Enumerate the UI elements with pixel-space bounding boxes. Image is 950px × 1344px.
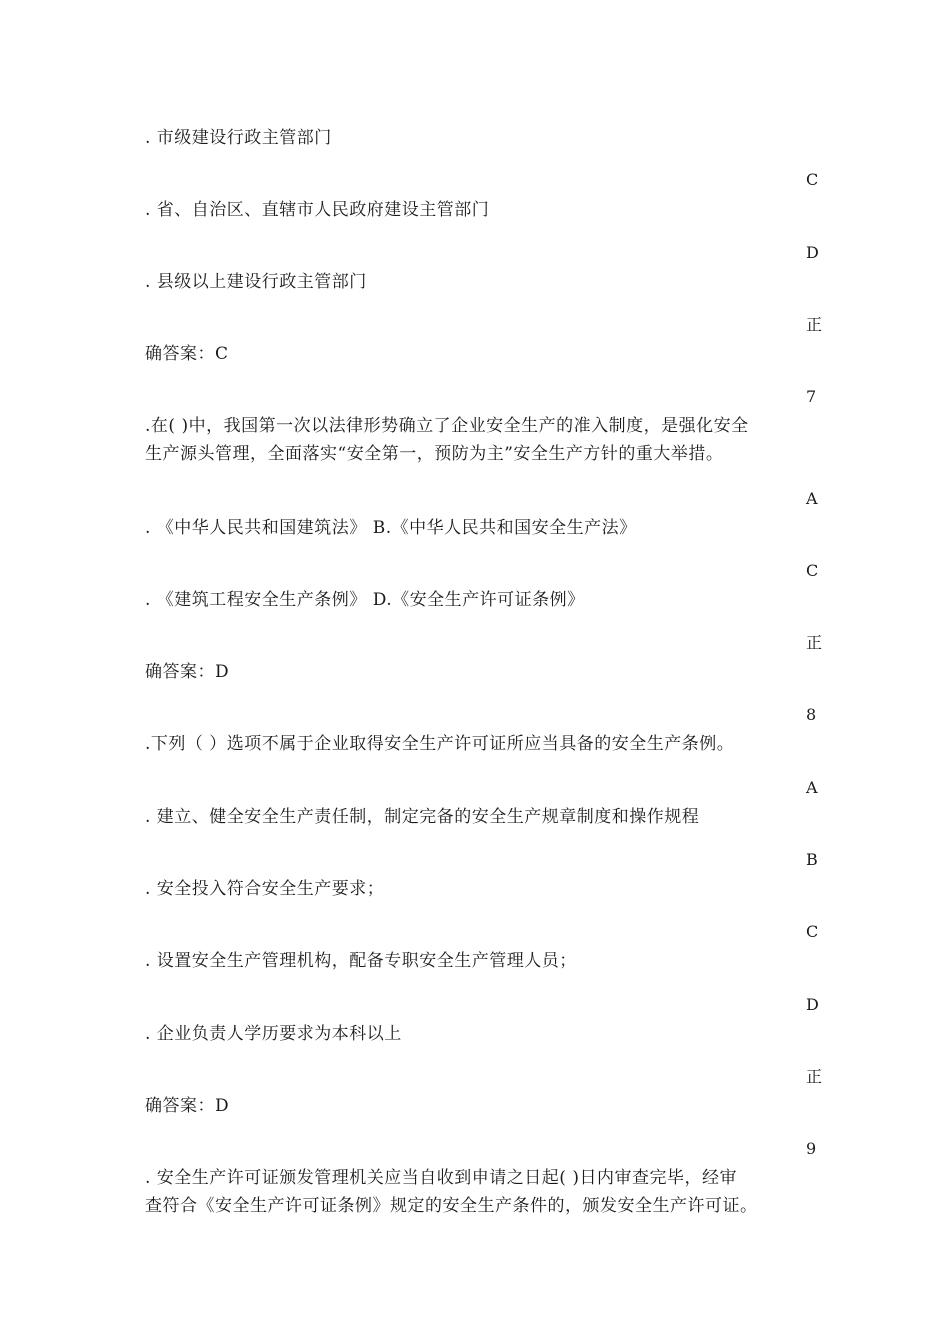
answer-prefix: 正 [806, 633, 823, 652]
option-marker: C [806, 561, 819, 580]
option-marker: D [806, 243, 819, 262]
question-text-cont: 生产源头管理，全面落实“安全第一，预防为主”安全生产方针的重大举措。 [145, 444, 724, 464]
option-text: . 安全投入符合安全生产要求； [145, 879, 385, 899]
option-text: . 县级以上建设行政主管部门 [145, 272, 367, 292]
option-text: . 建立、健全安全生产责任制，制定完备的安全生产规章制度和操作规程 [145, 807, 700, 827]
option-text: . 省、自治区、直辖市人民政府建设主管部门 [145, 200, 490, 220]
option-text: . 设置安全生产管理机构，配备专职安全生产管理人员； [145, 951, 577, 971]
option-c-text: . 市级建设行政主管部门 [145, 128, 332, 148]
option-marker: A [806, 778, 818, 797]
question-number: 8 [806, 705, 817, 724]
question-number: 7 [806, 387, 817, 406]
option-marker: D [806, 995, 819, 1014]
correct-answer: 确答案：D [145, 1096, 230, 1116]
correct-answer: 确答案：D [145, 662, 230, 682]
option-marker: C [806, 922, 819, 941]
option-text: . 企业负责人学历要求为本科以上 [145, 1024, 402, 1044]
question-text: . 安全生产许可证颁发管理机关应当自收到申请之日起( )日内审查完毕，经审 [145, 1168, 737, 1188]
option-text: . 《中华人民共和国建筑法》 B.《中华人民共和国安全生产法》 [145, 518, 637, 538]
question-text: .下列（ ）选项不属于企业取得安全生产许可证所应当具备的安全生产条例。 [145, 734, 735, 754]
correct-answer: 确答案：C [145, 344, 229, 364]
answer-prefix: 正 [806, 315, 823, 334]
option-marker: B [806, 850, 818, 869]
answer-prefix: 正 [806, 1067, 823, 1086]
option-text: . 《建筑工程安全生产条例》 D.《安全生产许可证条例》 [145, 590, 585, 610]
question-text-cont: 查符合《安全生产许可证条例》规定的安全生产条件的，颁发安全生产许可证。 [145, 1196, 758, 1216]
option-marker: A [806, 489, 818, 508]
question-text: .在( )中，我国第一次以法律形势确立了企业安全生产的准入制度，是强化安全 [145, 416, 749, 436]
option-d-marker: C [806, 170, 819, 189]
question-number: 9 [806, 1139, 817, 1158]
